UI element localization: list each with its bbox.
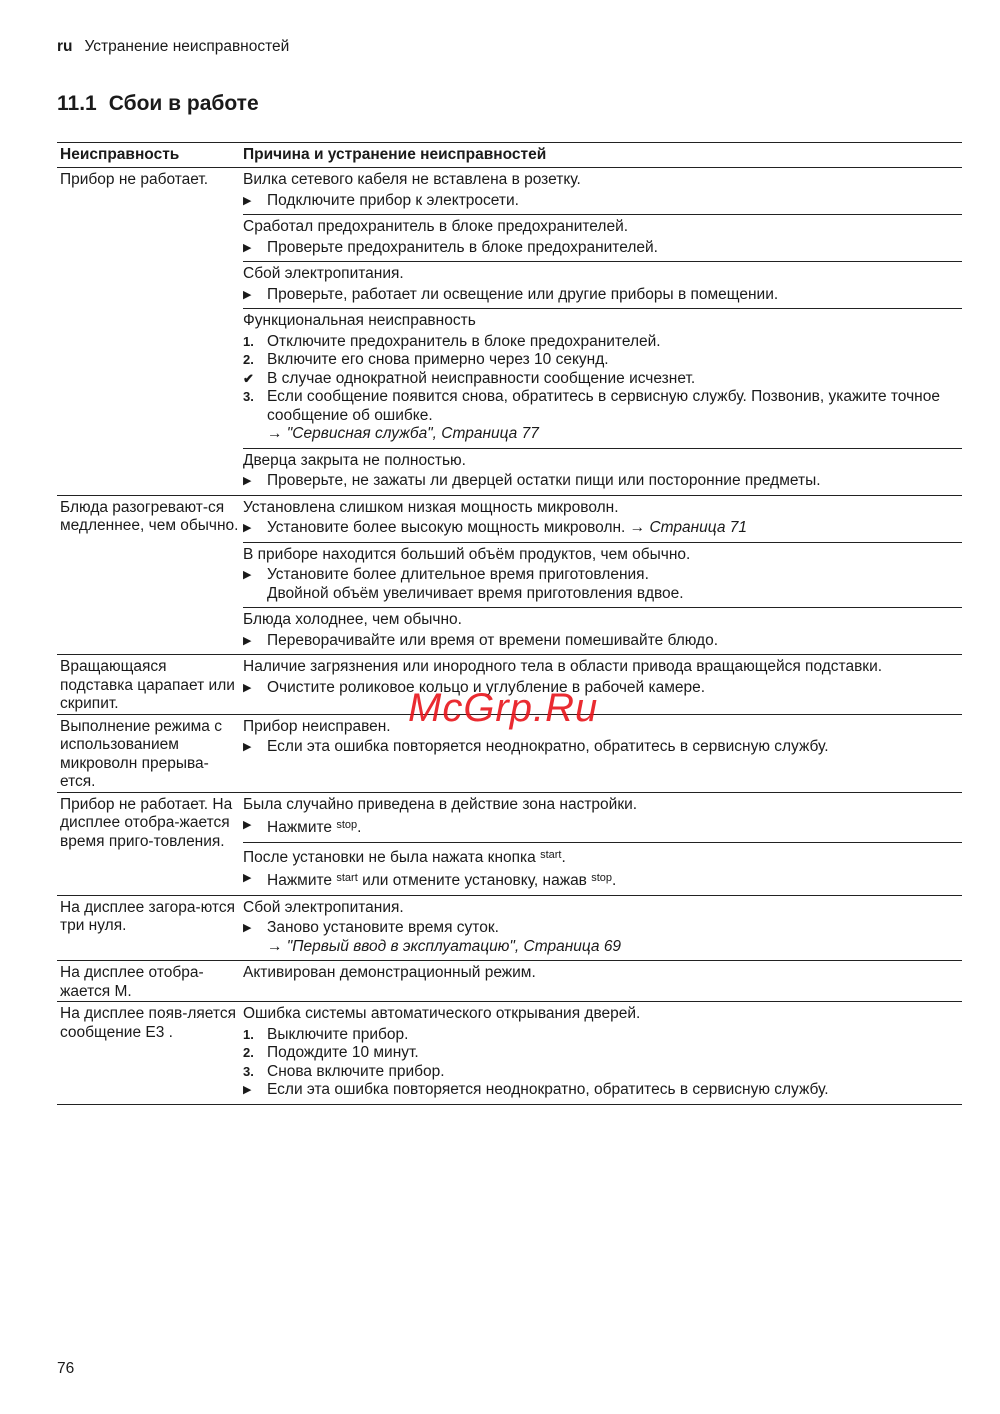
text-part: Проверьте, работает ли освещение или другие приборы в помещении. (267, 285, 779, 303)
action-step (243, 239, 962, 258)
troubleshooting-table (57, 142, 962, 1105)
problem-cell: На дисплее появ-ляется сообщение E3 . (60, 1005, 236, 1041)
step-text (267, 370, 695, 389)
text-part: Установите более длительное время приготовления. (267, 566, 649, 583)
text-part: Подключите прибор к электросети. (267, 191, 519, 209)
cause-cell (243, 896, 962, 961)
problem-cell: Вращающаяся подставка царапает или скрипит. (60, 658, 235, 712)
text-part: После установки не была нажата кнопка (243, 848, 541, 866)
section-name: Устранение неисправностей (84, 38, 290, 55)
numbered-step (243, 425, 962, 444)
step-number (243, 425, 267, 444)
cause-cell (243, 715, 962, 792)
step-text (267, 388, 962, 425)
cause-cell (243, 961, 962, 1001)
numbered-step (243, 1063, 962, 1082)
numbered-step (243, 351, 962, 370)
text-part: Снова включите прибор. (267, 1062, 445, 1080)
text-part: Отключите предохранитель в блоке предохранителей. (267, 332, 661, 350)
step-number: 3. (243, 389, 254, 404)
table-header (57, 143, 962, 168)
text-part: Включите его снова примерно через 10 секунд. (267, 351, 609, 368)
cause-cell (243, 655, 962, 714)
step-text (267, 519, 747, 538)
problem-cell: Блюда разогревают-ся медленнее, чем обычно. (60, 498, 239, 534)
text-part: Нажмите (267, 819, 337, 836)
key-label: stop (591, 872, 613, 884)
text-part: Проверьте, не зажаты ли дверцей остатки пищи или посторонние предметы. (267, 472, 821, 489)
cause-block (243, 449, 962, 495)
bullet-triangle-icon: ▶ (243, 819, 252, 831)
text-part: Выключите прибор. (267, 1025, 409, 1043)
running-header (57, 38, 289, 56)
text-part: Если эта ошибка повторяется неоднократно, обратитесь в сервисную службу. (267, 1081, 829, 1098)
step-number: 3. (243, 1063, 254, 1079)
cause-cell (243, 168, 962, 495)
step-text (267, 425, 539, 444)
step-text (267, 1081, 829, 1100)
cause-block (243, 309, 962, 449)
key-label: start (540, 848, 562, 861)
cause-title: Ошибка системы автоматического открывания дверей. (243, 1005, 641, 1022)
cause-cell (243, 496, 962, 655)
step-number (243, 585, 267, 604)
problem-cell: На дисплее загора-ются три нуля. (60, 898, 235, 934)
numbered-step (243, 388, 962, 425)
step-number: 1. (243, 1026, 254, 1042)
problem-cell: На дисплее отобра-жается M. (60, 964, 204, 1000)
cause-title: Установлена слишком низкая мощность микроволн. (243, 498, 619, 516)
cause-title: Дверца закрыта не полностью. (243, 451, 466, 469)
action-step (243, 566, 962, 585)
bullet-triangle-icon: ▶ (243, 922, 252, 934)
action-step (243, 679, 962, 698)
problem-cell: Прибор не работает. (60, 171, 209, 188)
bullet-triangle-icon: ▶ (243, 634, 252, 647)
cause-title: Наличие загрязнения или инородного тела в области привода вращающейся подставки. (243, 658, 883, 675)
bullet-triangle-icon: ▶ (243, 1084, 252, 1096)
key-label: stop (336, 819, 358, 831)
language-code: ru (57, 38, 73, 55)
action-step (243, 738, 962, 757)
cause-block (243, 1002, 962, 1104)
cause-title: В приборе находится больший объём продуктов, чем обычно. (243, 545, 691, 563)
cause-block (243, 608, 962, 654)
cause-title: Была случайно приведена в действие зона настройки. (243, 795, 638, 813)
table-row (57, 896, 962, 962)
text-part: или отмените установку, нажав (357, 872, 592, 889)
text-part: Установите более высокую мощность микроволн. (267, 519, 630, 536)
numbered-step (243, 333, 962, 352)
step-text (267, 632, 718, 651)
cause-title: Функциональная неисправность (243, 312, 476, 329)
text-part: Подождите 10 минут. (267, 1044, 419, 1061)
action-step (243, 286, 962, 305)
bullet-triangle-icon: ▶ (243, 872, 252, 884)
step-text (267, 1063, 445, 1082)
cause-block (243, 896, 962, 961)
text-part: В случае однократной неисправности сообщение исчезнет. (267, 369, 696, 387)
section-title-text: Сбои в работе (108, 92, 259, 115)
bullet-triangle-icon: ▶ (243, 522, 252, 534)
text-part: . (612, 872, 617, 889)
cause-cell (243, 1002, 962, 1104)
text-part: Если эта ошибка повторяется неоднократно, обратитесь в сервисную службу. (267, 738, 829, 755)
bullet-triangle-icon: ▶ (243, 288, 252, 301)
step-text (267, 333, 661, 352)
step-text (267, 816, 361, 838)
result-step (243, 370, 962, 389)
cause-block (243, 543, 962, 609)
page-number: 76 (57, 1360, 75, 1377)
table-row (57, 793, 962, 896)
text-part: Очистите роликовое кольцо и углубление в рабочей камере. (267, 678, 706, 696)
step-text (267, 585, 684, 604)
bullet-triangle-icon: ▶ (243, 475, 252, 487)
step-text (267, 192, 519, 211)
cross-reference: → "Сервисная служба", Страница 77 (267, 425, 539, 442)
step-text (267, 286, 778, 305)
cause-title: Сбой электропитания. (243, 265, 404, 282)
text-part: . (357, 819, 362, 836)
step-text (267, 738, 829, 757)
check-icon: ✔ (243, 370, 254, 386)
bullet-triangle-icon: ▶ (243, 741, 252, 753)
cause-block (243, 793, 962, 843)
numbered-step (243, 938, 962, 957)
numbered-step (243, 1044, 962, 1063)
cause-title: Сработал предохранитель в блоке предохранителей. (243, 218, 629, 235)
action-step (243, 632, 962, 651)
step-text (267, 566, 649, 585)
table-row (57, 168, 962, 496)
action-step (243, 519, 962, 538)
step-text (267, 472, 821, 491)
text-part: Заново установите время суток. (267, 919, 499, 936)
table-row (57, 496, 962, 656)
step-text (267, 919, 499, 938)
problem-cell: Выполнение режима с использованием микроволн прерыва-ется. (60, 717, 222, 790)
action-step (243, 919, 962, 938)
section-title (57, 92, 271, 116)
cause-cell (243, 793, 962, 895)
text-part: Нажмите (267, 872, 337, 889)
key-label: start (336, 872, 358, 884)
action-step (243, 192, 962, 211)
bullet-triangle-icon: ▶ (243, 681, 252, 694)
action-step (243, 1081, 962, 1100)
text-part: Проверьте предохранитель в блоке предохранителей. (267, 238, 658, 256)
step-number: 2. (243, 1045, 254, 1060)
numbered-step (243, 1026, 962, 1045)
problem-cell: Прибор не работает. На дисплее отобра-жается время приго-товления. (60, 795, 233, 850)
column-header-cause: Причина и устранение неисправностей (243, 146, 547, 163)
step-number: 1. (243, 333, 254, 349)
table-row (57, 1002, 962, 1105)
action-step (243, 869, 962, 891)
section-number: 11.1 (57, 92, 97, 115)
watermark: McGrp.Ru (408, 686, 599, 730)
step-text (267, 869, 616, 891)
cause-block (243, 655, 962, 701)
table-row (57, 961, 962, 1002)
text-part: Переворачивайте или время от времени помешивайте блюдо. (267, 631, 719, 649)
bullet-triangle-icon: ▶ (243, 194, 252, 207)
cause-title (243, 846, 962, 868)
numbered-step (243, 585, 962, 604)
bullet-triangle-icon: ▶ (243, 241, 252, 254)
action-step (243, 816, 962, 838)
cause-title: Сбой электропитания. (243, 898, 404, 916)
cause-block (243, 215, 962, 262)
cross-reference: → Страница 71 (629, 519, 748, 536)
step-text (267, 1044, 419, 1063)
step-text (267, 239, 658, 258)
cause-block (243, 843, 962, 895)
cause-title: Прибор неисправен. (243, 717, 391, 735)
text-part: . (561, 848, 566, 866)
text-part: Двойной объём увеличивает время приготовления вдвое. (267, 584, 684, 602)
cause-block (243, 168, 962, 215)
cause-title: Вилка сетевого кабеля не вставлена в розетку. (243, 171, 581, 188)
cause-block (243, 715, 962, 761)
text-part: Если сообщение появится снова, обратитесь в сервисную службу. Позвонив, укажите точное сообщение об ошибке. (267, 388, 940, 424)
step-number: 2. (243, 352, 254, 367)
step-text (267, 1026, 408, 1045)
cause-title: Активирован демонстрационный режим. (243, 964, 536, 981)
cross-reference: → "Первый ввод в эксплуатацию", Страница 69 (267, 937, 622, 955)
cause-block (243, 262, 962, 309)
cause-block (243, 961, 962, 987)
cause-block (243, 496, 962, 543)
action-step (243, 472, 962, 491)
step-number (243, 938, 267, 957)
cause-title: Блюда холоднее, чем обычно. (243, 611, 462, 628)
bullet-triangle-icon: ▶ (243, 569, 252, 581)
step-text (267, 938, 621, 957)
column-header-problem: Неисправность (60, 146, 180, 163)
step-text (267, 351, 609, 370)
